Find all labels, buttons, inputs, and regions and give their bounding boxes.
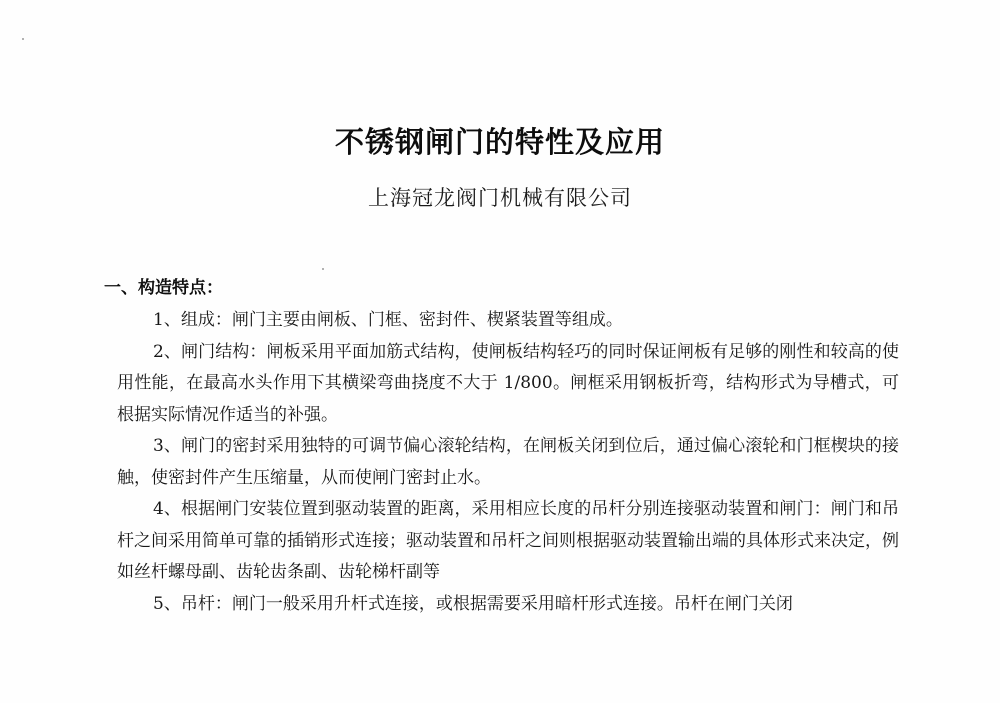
scan-speck bbox=[22, 38, 24, 40]
document-title: 不锈钢闸门的特性及应用 bbox=[334, 125, 665, 159]
paragraph-seal: 3、闸门的密封采用独特的可调节偏心滚轮结构，在闸板关闭到位后，通过偏心滚轮和门框楔块的接触，使密封件产生压缩量，从而使闸门密封止水。 bbox=[117, 436, 899, 488]
paragraph-lifting-rod: 5、吊杆：闸门一般采用升杆式连接，或根据需要采用暗杆形式连接。吊杆在闸门关闭 bbox=[153, 593, 793, 614]
paragraph-gate-structure: 2、闸门结构：闸板采用平面加筋式结构，使闸板结构轻巧的同时保证闸板有足够的刚性和较高的使用性能，在最高水头作用下其横梁弯曲挠度不大于 1/800。闸框采用钢板折弯，结构形式为导槽式，可根据实际情况作适当的补强。 bbox=[117, 341, 899, 425]
paragraph-composition: 1、组成：闸门主要由闸板、门框、密封件、楔紧装置等组成。 bbox=[153, 310, 623, 330]
section-heading: 一、构造特点： bbox=[104, 278, 223, 298]
scan-speck bbox=[322, 268, 324, 270]
section-body bbox=[117, 305, 899, 620]
paragraph-lifting-rod-connection: 4、根据闸门安装位置到驱动装置的距离，采用相应长度的吊杆分别连接驱动装置和闸门：闸门和吊杆之间采用简单可靠的插销形式连接；驱动装置和吊杆之间则根据驱动装置输出端的具体形式来决定，例如丝杆螺母副、齿轮齿条副、齿轮梯杆副等 bbox=[117, 499, 899, 582]
company-name: 上海冠龙阀门机械有限公司 bbox=[368, 186, 632, 210]
